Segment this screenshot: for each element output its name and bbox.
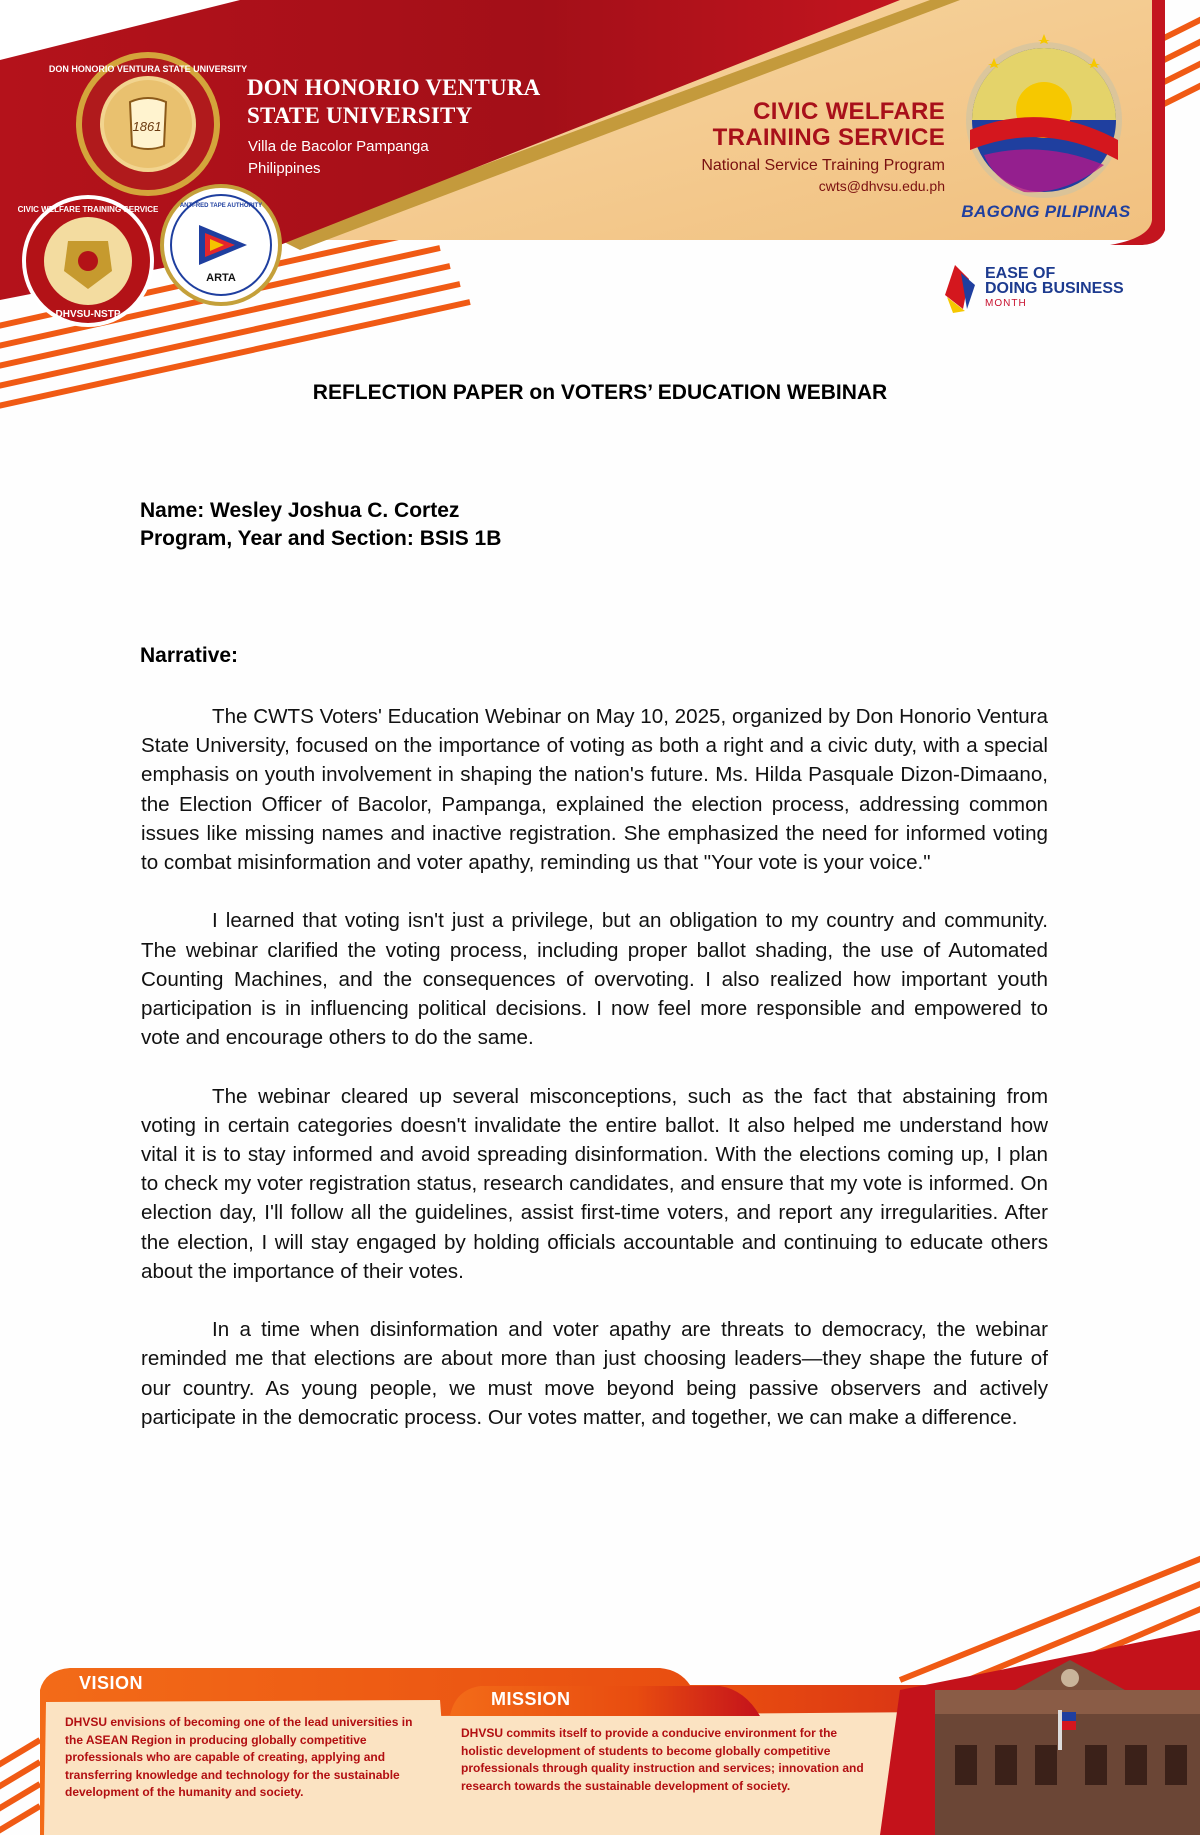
- student-info: [140, 497, 501, 553]
- vision-text: DHVSU envisions of becoming one of the lead universities in the ASEAN Region in producing globally competitive professionals who are capable of creating, applying and transferring knowledge and technology for the sustainable development of the humanity and society.: [65, 1715, 413, 1800]
- svg-text:ANTI-RED TAPE AUTHORITY: ANTI-RED TAPE AUTHORITY: [179, 203, 263, 209]
- cwts-office-block: [701, 99, 945, 195]
- svg-text:ARTA: ARTA: [206, 272, 236, 284]
- office-title-line2: TRAINING SERVICE: [712, 124, 945, 151]
- university-name: [247, 74, 540, 130]
- address-line1: Villa de Bacolor Pampanga: [248, 138, 429, 155]
- mission-text: DHVSU commits itself to provide a conducive environment for the holistic development of students to become globally competitive professionals through quality instruction and services; innovation and research towards the sustainable development of society.: [461, 1726, 864, 1793]
- svg-text:1861: 1861: [132, 119, 162, 134]
- paragraph-3: The webinar cleared up several misconceptions, such as the fact that abstaining from voting in certain categories doesn't invalidate the entire ballot. It also helped me understand how vital it is to stay informed and avoid spreading disinformation. With the elections coming up, I plan to check my voter registration status, research candidates, and ensure that my vote is informed. On election day, I'll follow all the guidelines, assist first-time voters, and report any irregularities. After the election, I will stay engaged by holding officials accountable and continuing to educate others about the importance of their votes.: [141, 1084, 1048, 1283]
- narrative-body: [141, 702, 1048, 1461]
- eodb-logo: [945, 262, 1155, 312]
- student-program: Program, Year and Section: BSIS 1B: [140, 527, 502, 550]
- vision-title: VISION: [79, 1673, 144, 1693]
- paragraph-1: The CWTS Voters' Education Webinar on May 10, 2025, organized by Don Honorio Ventura State University, focused on the importance of voting as both a right and a civic duty, with a special emphasis on youth involvement in shaping the nation's future. Ms. Hilda Pasquale Dizon-Dimaano, the Election Officer of Bacolor, Pampanga, explained the election process, addressing common issues like missing names and inactive registration. She emphasized the need for informed voting to combat misinformation and voter apathy, reminding us that "Your vote is your voice.": [141, 705, 1048, 875]
- svg-text:CIVIC WELFARE TRAINING SERVICE: CIVIC WELFARE TRAINING SERVICE: [17, 205, 159, 214]
- university-name-line1: DON HONORIO VENTURA: [247, 75, 541, 100]
- paragraph-4: In a time when disinformation and voter apathy are threats to democracy, the webinar reminded me that elections are about more than just choosing leaders—they shape the future of our country. As young people, we must move beyond being passive observers and actively participate in the democratic process. Our votes matter, and together, we can make a difference.: [141, 1318, 1048, 1429]
- eodb-line1: EASE OF: [985, 265, 1056, 282]
- program-name: National Service Training Program: [701, 157, 945, 174]
- office-title-line1: CIVIC WELFARE: [753, 98, 945, 125]
- eodb-text: [985, 266, 1124, 311]
- bagong-pilipinas-label: BAGONG PILIPINAS: [961, 202, 1131, 221]
- narrative-label: Narrative:: [140, 644, 239, 667]
- address-line2: Philippines: [248, 160, 321, 177]
- eodb-line2: DOING BUSINESS: [985, 280, 1124, 297]
- svg-text:DON HONORIO VENTURA STATE UNIV: DON HONORIO VENTURA STATE UNIVERSITY: [48, 64, 248, 74]
- university-name-line2: STATE UNIVERSITY: [247, 103, 473, 128]
- office-email: cwts@dhvsu.edu.ph: [818, 178, 945, 194]
- mission-title: MISSION: [491, 1689, 571, 1709]
- svg-text:DHVSU-NSTP: DHVSU-NSTP: [55, 309, 121, 320]
- paragraph-2: I learned that voting isn't just a privilege, but an obligation to my country and community. The webinar clarified the voting process, including proper ballot shading, the use of Automated Counting Machines, and the consequences of overvoting. I also realized how important youth participation is in influencing political decisions. I now feel more responsible and empowered to vote and encourage others to do the same.: [141, 909, 1048, 1050]
- arta-seal: [162, 186, 280, 304]
- document-title: REFLECTION PAPER on VOTERS’ EDUCATION WEBINAR: [312, 381, 888, 404]
- university-address: [248, 136, 429, 180]
- eodb-line3: MONTH: [985, 298, 1027, 309]
- student-name: Name: Wesley Joshua C. Cortez: [140, 499, 460, 522]
